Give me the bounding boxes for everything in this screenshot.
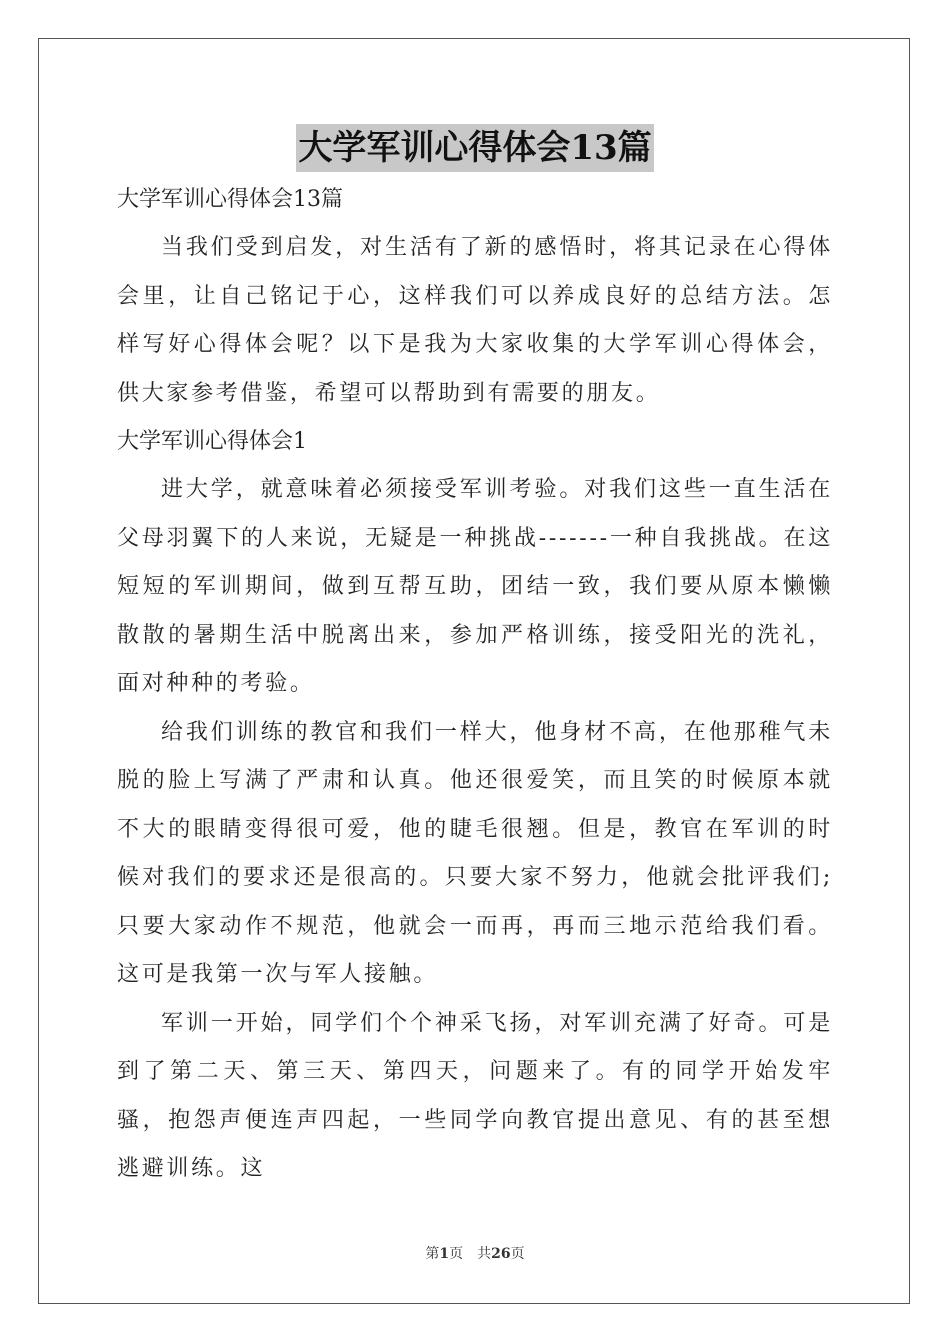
- section-heading: 大学军训心得体会1: [117, 429, 307, 454]
- total-suffix: 页: [510, 1246, 525, 1262]
- page-suffix: 页: [449, 1246, 464, 1262]
- title-container: [0, 124, 950, 172]
- total-prefix: 共: [477, 1246, 492, 1262]
- body-paragraph-1: 进大学，就意味着必须接受军训考验。对我们这些一直生活在父母羽翼下的人来说，无疑是一种挑战-------一种自我挑战。在这短短的军训期间，做到互帮互助，团结一致，我们要从原本懒懒散散的暑期生活中脱离出来，参加严格训练，接受阳光的洗礼，面对种种的考验。: [117, 477, 833, 696]
- page-prefix: 第: [425, 1246, 440, 1262]
- document-subtitle: 大学军训心得体会13篇: [117, 187, 343, 212]
- intro-paragraph: 当我们受到启发，对生活有了新的感悟时，将其记录在心得体会里，让自己铭记于心，这样我们可以养成良好的总结方法。怎样写好心得体会呢？以下是我为大家收集的大学军训心得体会，供大家参考借鉴，希望可以帮助到有需要的朋友。: [117, 235, 833, 406]
- total-page-count: 26: [491, 1246, 511, 1262]
- body-paragraph-3: 军训一开始，同学们个个神采飞扬，对军训充满了好奇。可是到了第二天、第三天、第四天，问题来了。有的同学开始发牢骚，抱怨声便连声四起，一些同学向教官提出意见、有的甚至想逃避训练。这: [117, 1010, 833, 1181]
- document-title: 大学军训心得体会13篇: [296, 124, 653, 172]
- body-paragraph-2: 给我们训练的教官和我们一样大，他身材不高，在他那稚气未脱的脸上写满了严肃和认真。他还很爱笑，而且笑的时候原本就不大的眼睛变得很可爱，他的睫毛很翘。但是，教官在军训的时候对我们的要求还是很高的。只要大家不努力，他就会批评我们;只要大家动作不规范，他就会一而再，再而三地示范给我们看。这可是我第一次与军人接触。: [117, 719, 833, 987]
- current-page-number: 1: [439, 1246, 450, 1262]
- page-footer: [0, 1244, 950, 1264]
- document-body: [117, 176, 833, 1194]
